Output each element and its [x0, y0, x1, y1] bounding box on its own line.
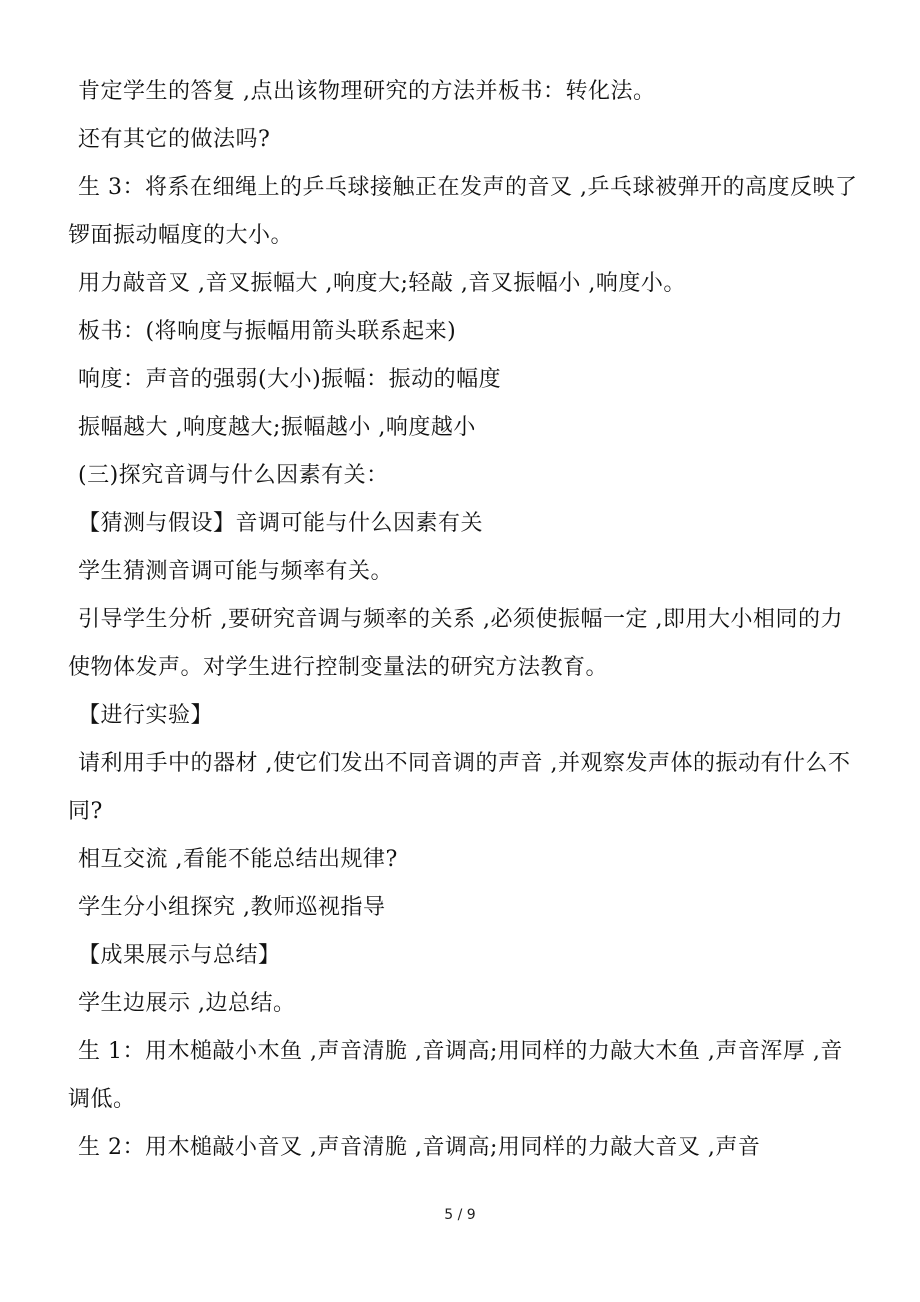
paragraph-11: 引导学生分析 ,要研究音调与频率的关系 ,必须使振幅一定 ,即用大小相同的力使物体发声。对学生进行控制变量法的研究方法教育。 — [68, 607, 843, 680]
paragraph-13: 请利用手中的器材 ,使它们发出不同音调的声音 ,并观察发声体的振动有什么不同? — [68, 751, 851, 824]
section-heading: (三)探究音调与什么因素有关： — [78, 463, 389, 488]
paragraph-5: 板书：(将响度与振幅用箭头联系起来) — [78, 319, 457, 344]
paragraph-4: 用力敲音叉 ,音叉振幅大 ,响度大;轻敲 ,音叉振幅小 ,响度小。 — [78, 271, 686, 296]
paragraph-18: 生 1：用木槌敲小木鱼 ,声音清脆 ,音调高;用同样的力敲大木鱼 ,声音浑厚 ,音调低。 — [68, 1039, 843, 1112]
paragraph-3: 生 3：将系在细绳上的乒乓球接触正在发声的音叉 ,乒乓球被弹开的高度反映了锣面振动幅度的大小。 — [68, 175, 858, 248]
paragraph-9: 【猜测与假设】音调可能与什么因素有关 — [78, 511, 484, 536]
paragraph-10: 学生猜测音调可能与频率有关。 — [78, 559, 394, 584]
paragraph-12: 【进行实验】 — [78, 703, 214, 728]
paragraph-14: 相互交流 ,看能不能总结出规律? — [78, 847, 398, 872]
paragraph-19: 生 2：用木槌敲小音叉 ,声音清脆 ,音调高;用同样的力敲大音叉 ,声音 — [78, 1135, 761, 1160]
paragraph-6: 响度：声音的强弱(大小)振幅：振动的幅度 — [78, 367, 502, 392]
paragraph-2: 还有其它的做法吗? — [78, 127, 271, 152]
paragraph-16: 【成果展示与总结】 — [78, 943, 281, 968]
paragraph-7: 振幅越大 ,响度越大;振幅越小 ,响度越小 — [78, 415, 476, 440]
paragraph-17: 学生边展示 ,边总结。 — [78, 991, 296, 1016]
paragraph-15: 学生分小组探究 ,教师巡视指导 — [78, 895, 386, 920]
document-body — [68, 68, 858, 1172]
paragraph-1: 肯定学生的答复 ,点出该物理研究的方法并板书：转化法。 — [78, 79, 656, 104]
page-number: 5 / 9 — [444, 1207, 476, 1223]
